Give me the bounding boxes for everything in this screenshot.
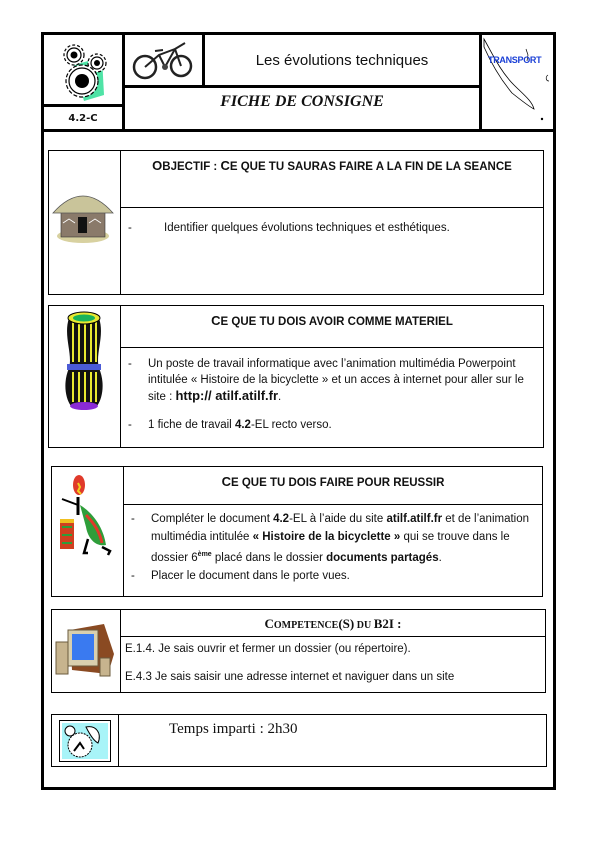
success-section <box>51 466 543 597</box>
material-body <box>121 348 543 447</box>
list-item: - Compléter le document 4.2-EL à l’aide du site atilf.atilf.fr et de l’animation multimédia intitulée « Histoire de la bicyclette » qui se trouve dans le dossier 6ème placé dans le dossier documents partagés. <box>131 513 530 564</box>
material-title: CE QUE TU DOIS AVOIR COMME MATERIEL <box>121 306 543 348</box>
site-link[interactable]: atilf.atilf.fr <box>386 513 443 525</box>
list-item: - Placer le document dans le porte vues. <box>131 569 350 582</box>
computer-icon <box>52 610 120 692</box>
list-item: - 1 fiche de travail 4.2-EL recto verso. <box>128 419 332 431</box>
list-item: - Un poste de travail informatique avec l’animation multimédia Powerpoint intitulée « Histoire de la bicyclette » et un acces à internet pour aller sur le site : http:// atilf.atilf.fr. <box>128 358 524 403</box>
bicycle-icon <box>125 35 202 85</box>
objective-body <box>121 208 543 294</box>
skills-body <box>121 637 545 692</box>
clock-icon-cell <box>52 715 119 766</box>
objective-title: OBJECTIF : CE QUE TU SAURAS FAIRE A LA FIN DE LA SEANCE <box>121 151 543 208</box>
gears-logo-cell <box>44 35 125 107</box>
new-caledonia-map-icon <box>482 35 554 127</box>
alarm-clock-icon <box>60 721 110 761</box>
bicycle-cell <box>125 35 205 88</box>
computer-icon-cell <box>52 610 121 692</box>
hut-icon <box>49 151 119 294</box>
skill-item: E.4.3 Je sais saisir une adresse internet et naviguer dans un site <box>125 671 455 683</box>
page-subtitle: FICHE DE CONSIGNE <box>220 93 384 110</box>
hut-icon-cell <box>49 151 121 294</box>
document-frame <box>41 32 556 790</box>
skills-section <box>51 609 546 693</box>
list-item: - Identifier quelques évolutions techniques et esthétiques. <box>128 222 450 234</box>
site-link[interactable]: http:// atilf.atilf.fr <box>175 388 279 403</box>
header <box>44 35 553 132</box>
success-title: CE QUE TU DOIS FAIRE POUR REUSSIR <box>124 467 542 505</box>
drum-icon-cell <box>49 306 121 447</box>
skills-title: COMPETENCE(S) DU B2I : <box>121 610 545 637</box>
material-section <box>48 305 544 448</box>
skill-item: E.1.4. Je sais ouvrir et fermer un dossier (ou répertoire). <box>125 643 411 655</box>
transport-map-cell <box>479 35 553 129</box>
time-allotted: Temps imparti : 2h30 <box>169 721 298 737</box>
time-section <box>51 714 547 767</box>
sheet-code: 4.2-C <box>44 107 125 129</box>
drummer-icon-cell <box>52 467 124 596</box>
drummer-icon <box>52 467 122 596</box>
drum-icon <box>49 306 119 447</box>
transport-label: TRANSPORT <box>488 55 542 65</box>
success-body <box>124 505 542 596</box>
objective-section <box>48 150 544 295</box>
gears-icon <box>44 35 122 105</box>
page-title: Les évolutions techniques <box>205 35 479 88</box>
